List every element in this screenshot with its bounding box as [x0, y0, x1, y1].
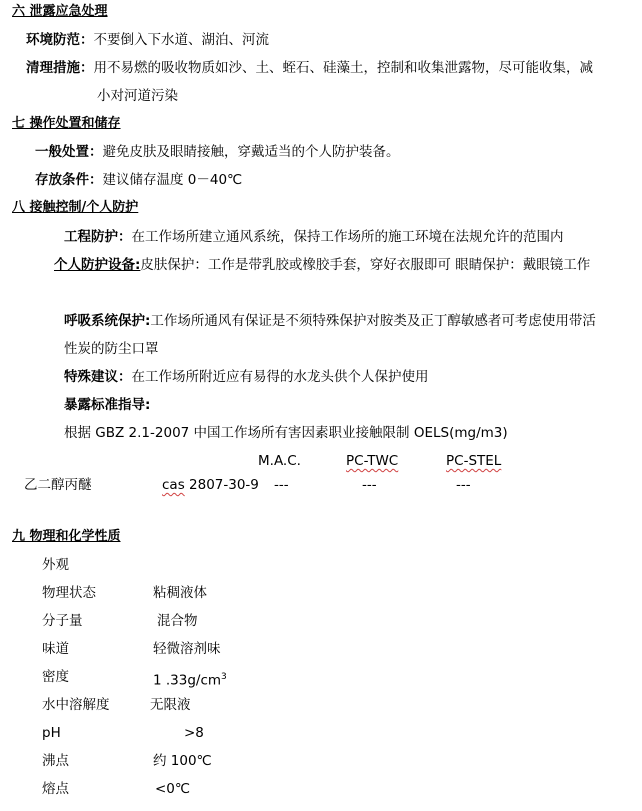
prop-label-melting: 熔点	[42, 781, 69, 797]
prop-value-melting: <0℃	[155, 781, 191, 797]
ppe-label: 个人防护设备:	[54, 257, 141, 273]
table-cell-pc-twc: ---	[362, 477, 377, 493]
handling-text: 避免皮肤及眼睛接触，穿戴适当的个人防护装备。	[102, 144, 400, 160]
respiratory-text-cont: 性炭的防尘口罩	[64, 341, 159, 357]
special-line	[64, 368, 429, 386]
exposure-reference: 根据 GBZ 2.1-2007 中国工作场所有害因素职业接触限制 OELS(mg/m3)	[64, 425, 508, 441]
prop-label-solubility: 水中溶解度	[42, 697, 110, 713]
respiratory-label: 呼吸系统保护:	[64, 313, 151, 329]
prop-label-boiling: 沸点	[42, 753, 69, 769]
prop-label-mw: 分子量	[42, 613, 83, 629]
table-header-mac: M.A.C.	[258, 453, 301, 469]
cas-value: 2807-30-9	[189, 477, 259, 493]
table-header-pc-twc: PC-TWC	[346, 453, 399, 469]
storage-line	[35, 171, 242, 189]
respiratory-text: 工作场所通风有保证是不须特殊保护对胺类及正丁醇敏感者可考虑使用带活	[150, 313, 596, 329]
cleanup-text: 用不易燃的吸收物质如沙、土、蛭石、硅藻土，控制和收集泄露物，尽可能收集，减	[93, 60, 593, 76]
storage-text: 建议储存温度 0－40℃	[102, 172, 243, 188]
env-precaution-label: 环境防范：	[26, 32, 94, 48]
section-9-title: 九 物理和化学性质	[12, 529, 121, 544]
cleanup-text-cont: 小对河道污染	[97, 88, 178, 104]
substance-name: 乙二醇丙醚	[24, 477, 92, 493]
density-value: 1 .33g/cm	[153, 672, 222, 689]
engineering-text: 在工作场所建立通风系统，保持工作场所的施工环境在法规允许的范围内	[131, 229, 564, 245]
ppe-line	[54, 256, 590, 274]
table-header-pc-stel: PC-STEL	[446, 453, 502, 469]
prop-value-odor: 轻微溶剂味	[153, 641, 221, 657]
section-6-title: 六 泄露应急处理	[12, 4, 108, 19]
prop-label-ph: pH	[42, 725, 61, 741]
appearance-heading: 外观	[42, 557, 69, 573]
engineering-line	[64, 228, 564, 246]
handling-line	[35, 143, 400, 161]
exposure-label: 暴露标准指导:	[64, 397, 151, 413]
engineering-label: 工程防护：	[64, 229, 132, 245]
prop-value-density	[153, 668, 227, 690]
section-7-title: 七 操作处置和储存	[12, 116, 121, 131]
density-exponent: 3	[221, 672, 227, 682]
prop-value-state: 粘稠液体	[153, 585, 207, 601]
env-precaution-line	[26, 31, 269, 49]
cas-prefix: cas	[162, 477, 185, 493]
respiratory-line	[64, 312, 596, 330]
prop-label-density: 密度	[42, 669, 69, 685]
section-8-title: 八 接触控制/个人防护	[12, 200, 139, 215]
table-cell-pc-stel: ---	[456, 477, 471, 493]
special-label: 特殊建议：	[64, 369, 132, 385]
env-precaution-text: 不要倒入下水道、湖泊、河流	[93, 32, 269, 48]
prop-value-boiling: 约 100℃	[153, 753, 212, 769]
cas-number	[162, 476, 259, 494]
table-cell-mac: ---	[274, 477, 289, 493]
cleanup-line	[26, 59, 593, 77]
prop-value-solubility: 无限液	[150, 697, 191, 713]
special-text: 在工作场所附近应有易得的水龙头供个人保护使用	[131, 369, 429, 385]
handling-label: 一般处置：	[35, 144, 103, 160]
cleanup-label: 清理措施：	[26, 60, 94, 76]
prop-value-ph: >8	[184, 725, 204, 741]
storage-label: 存放条件：	[35, 172, 103, 188]
prop-label-state: 物理状态	[42, 585, 96, 601]
prop-label-odor: 味道	[42, 641, 69, 657]
ppe-text: 皮肤保护：工作是带乳胶或橡胶手套，穿好衣服即可 眼睛保护：戴眼镜工作	[140, 257, 591, 273]
prop-value-mw: 混合物	[157, 613, 198, 629]
